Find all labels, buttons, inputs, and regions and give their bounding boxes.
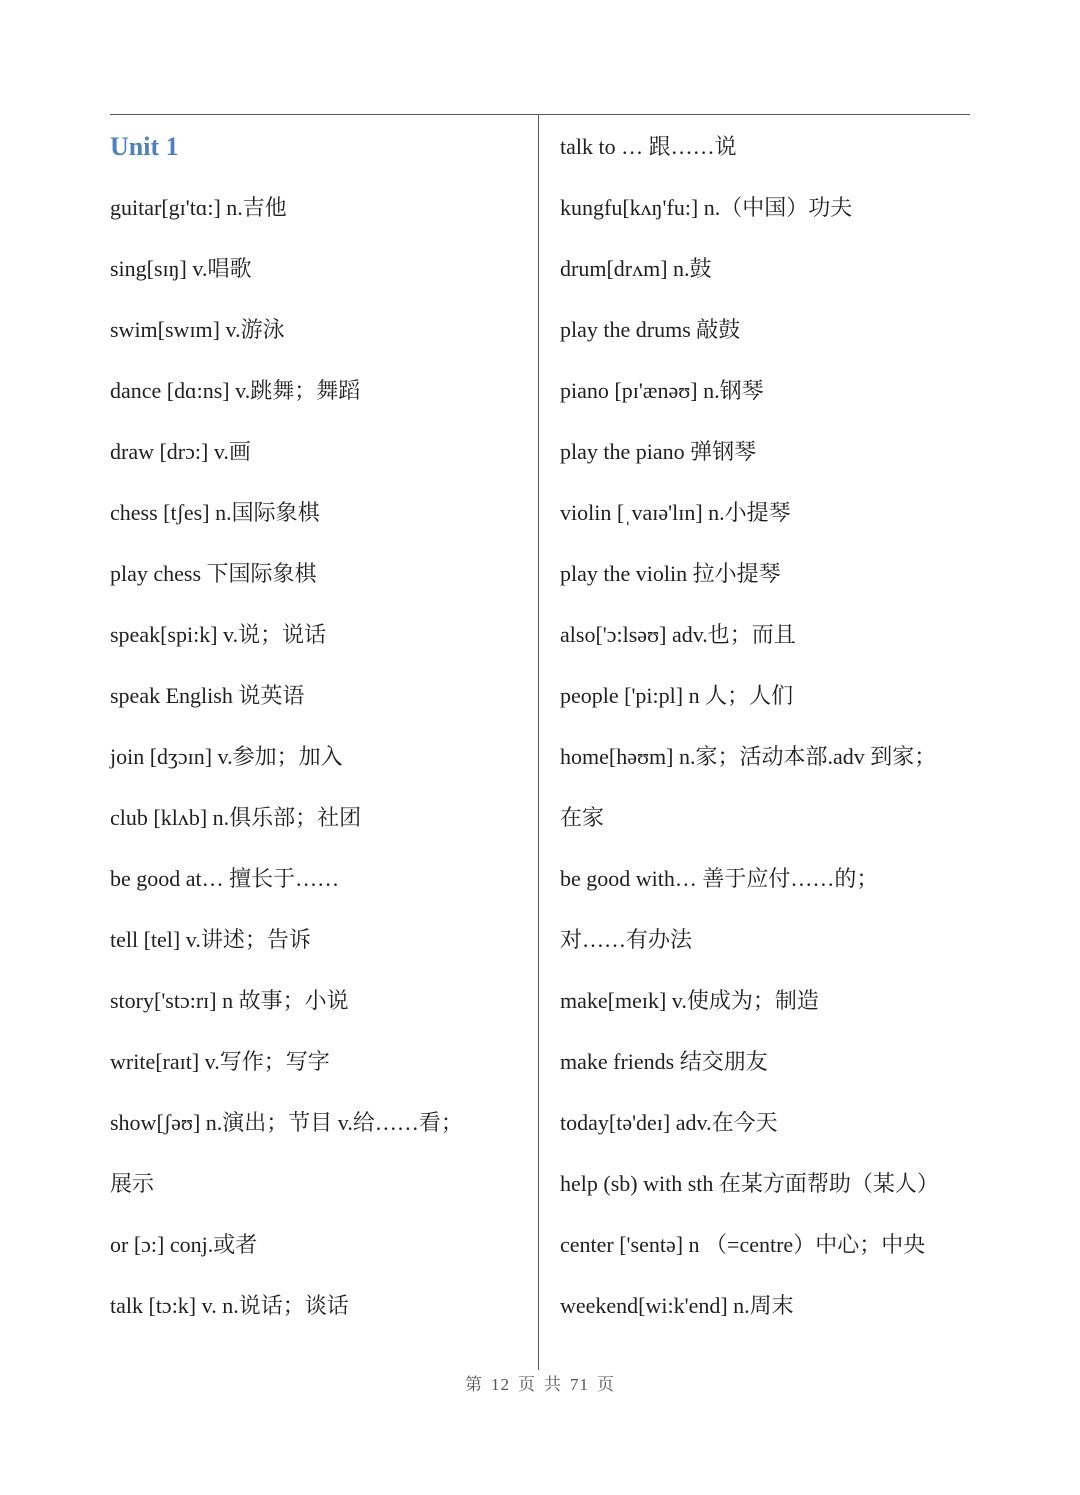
- vocab-line: speak English 说英语: [110, 683, 305, 708]
- page-number: 12: [491, 1375, 510, 1394]
- vocab-line: speak[spi:k] v.说；说话: [110, 622, 327, 647]
- vocab-line: chess [tʃes] n.国际象棋: [110, 500, 320, 525]
- vocab-line: help (sb) with sth 在某方面帮助（某人）: [560, 1171, 939, 1196]
- footer-di: 第: [465, 1375, 483, 1394]
- right-column: [560, 118, 975, 1338]
- page-total: 71: [570, 1375, 589, 1394]
- vocab-line: play chess 下国际象棋: [110, 561, 317, 586]
- vocab-line: talk to … 跟……说: [560, 134, 737, 159]
- vocab-line: make[meɪk] v.使成为；制造: [560, 988, 819, 1013]
- vocab-line: make friends 结交朋友: [560, 1049, 768, 1074]
- vocab-line: play the violin 拉小提琴: [560, 561, 781, 586]
- vocab-line: talk [tɔ:k] v. n.说话；谈话: [110, 1293, 349, 1318]
- vocab-line: club [klʌb] n.俱乐部；社团: [110, 805, 362, 830]
- vocab-line: play the drums 敲鼓: [560, 317, 741, 342]
- vocab-line: piano [pɪ'ænəʊ] n.钢琴: [560, 378, 764, 403]
- vocab-line: home[həʊm] n.家；活动本部.adv 到家；: [560, 744, 937, 769]
- vocab-line: dance [dɑ:ns] v.跳舞；舞蹈: [110, 378, 361, 403]
- vocab-line: or [ɔ:] conj.或者: [110, 1232, 258, 1257]
- vocab-line: kungfu[kʌŋ'fu:] n.（中国）功夫: [560, 195, 853, 220]
- vocab-line: 展示: [110, 1171, 155, 1196]
- vocab-line: tell [tel] v.讲述；告诉: [110, 927, 311, 952]
- vocab-line: today[tə'deɪ] adv.在今天: [560, 1110, 778, 1135]
- vocab-line: center ['sentə] n （=centre）中心；中央: [560, 1232, 926, 1257]
- footer-gong: 共: [544, 1375, 562, 1394]
- footer-ye-2: 页: [597, 1375, 615, 1394]
- page-footer: [0, 1370, 1080, 1395]
- vocab-line: write[raɪt] v.写作；写字: [110, 1049, 330, 1074]
- vocab-line: draw [drɔ:] v.画: [110, 439, 251, 464]
- vocab-line: 在家: [560, 805, 605, 830]
- vocab-line: people ['pi:pl] n 人；人们: [560, 683, 794, 708]
- vocab-line: drum[drʌm] n.鼓: [560, 256, 712, 281]
- left-column: [110, 118, 525, 1338]
- vocab-line: play the piano 弹钢琴: [560, 439, 757, 464]
- vocab-line: be good with… 善于应付……的；: [560, 866, 879, 891]
- vocab-line: violin [ˌvaɪə'lɪn] n.小提琴: [560, 500, 791, 525]
- vocab-line: guitar[gɪ'tɑ:] n.吉他: [110, 195, 287, 220]
- vocab-line: show[ʃəʊ] n.演出；节目 v.给……看；: [110, 1110, 463, 1135]
- vocab-line: 对……有办法: [560, 927, 693, 952]
- column-divider: [538, 114, 539, 1370]
- vocab-line: also['ɔ:lsəʊ] adv.也；而且: [560, 622, 796, 647]
- vocab-line: be good at… 擅长于……: [110, 866, 340, 891]
- vocab-line: weekend[wi:k'end] n.周末: [560, 1293, 794, 1318]
- unit-title: Unit 1: [110, 132, 179, 161]
- top-rule: [110, 114, 970, 115]
- vocab-line: story['stɔ:rɪ] n 故事；小说: [110, 988, 349, 1013]
- vocab-line: swim[swɪm] v.游泳: [110, 317, 285, 342]
- vocab-line: sing[sɪŋ] v.唱歌: [110, 256, 252, 281]
- vocab-line: join [dʒɔɪn] v.参加；加入: [110, 744, 343, 769]
- footer-ye: 页: [518, 1375, 536, 1394]
